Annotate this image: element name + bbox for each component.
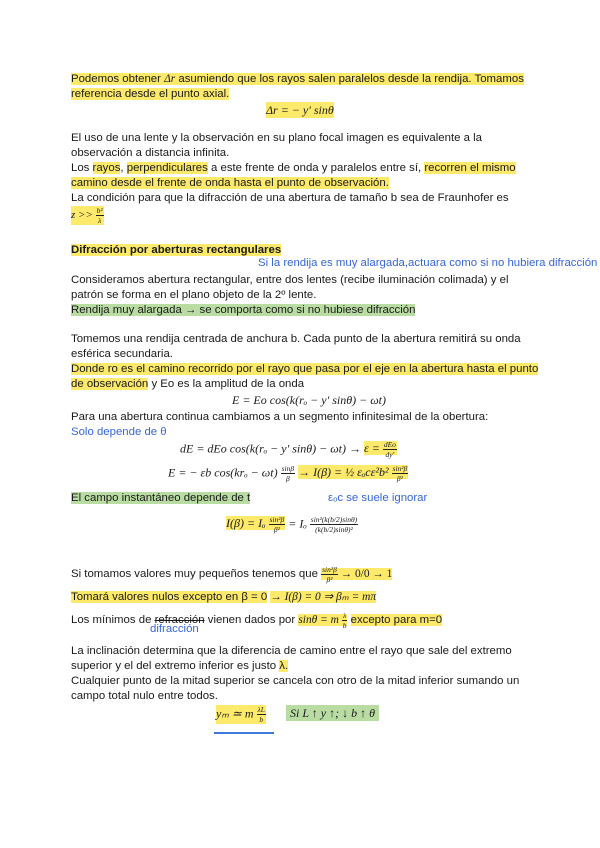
dE-equation <box>180 440 397 459</box>
lens-line-2: observación a distancia infinita. <box>71 147 230 159</box>
denominator: (k(b/2)sinθ)² <box>315 525 353 534</box>
cancel-line-1: Cualquier punto de la mitad superior se cancela con otro de la mitad inferior sumando un <box>71 675 520 687</box>
rays-line-2 <box>71 176 389 191</box>
text: yₘ ≃ m <box>216 706 254 721</box>
fraction <box>96 206 104 225</box>
text: Podemos obtener <box>71 73 161 85</box>
text: Si tomamos valores muy pequeños tenemos que <box>71 568 318 581</box>
text: Tomará valores nulos excepto en β = 0 <box>71 591 268 603</box>
text: y Eo es la amplitud de la onda <box>151 378 305 390</box>
text: a este frente de onda y paralelos entre sí, <box>210 162 422 174</box>
numerator: sin²β <box>392 464 408 473</box>
fraction <box>321 565 338 584</box>
numerator: dEo <box>383 440 396 449</box>
ro-line-1 <box>71 362 538 377</box>
text: de observación <box>71 378 149 390</box>
text: sinθ = m <box>298 614 339 627</box>
denominator: b <box>259 715 264 724</box>
text: z >> <box>71 209 93 222</box>
denominator: β² <box>396 474 403 483</box>
text: Los mínimos de <box>71 614 152 627</box>
delta-r-equation: Δr = − y′ sinθ <box>266 103 334 117</box>
numerator: sinβ <box>281 464 295 473</box>
rect-line-1: Consideramos abertura rectangular, entre dos lentes (recibe iluminación colimada) y el <box>71 274 509 286</box>
note-epsilon: εₒc se suele ignorar <box>328 492 428 504</box>
fraction <box>342 611 348 630</box>
rect-line-2: patrón se forma en el plano objeto de la 2º lente. <box>71 289 317 301</box>
note-theta: Solo depende de θ <box>71 426 167 438</box>
rect-line-3 <box>71 303 415 318</box>
numerator: λL <box>257 705 265 714</box>
cancel-line-2: campo total nulo entre todos. <box>71 690 218 702</box>
text: El campo instantáneo depende de t <box>71 492 251 504</box>
text: dE = dEo cos(k(rₒ − y′ sinθ) − ωt) → <box>180 441 362 456</box>
intro-line-1 <box>71 72 524 87</box>
E-integrated-equation <box>168 464 408 483</box>
delta-r-symbol: Δr <box>164 73 176 85</box>
minima-line <box>71 611 442 630</box>
ro-line-2 <box>71 377 304 392</box>
ym-equation <box>216 705 266 724</box>
section-title <box>71 243 281 258</box>
intensity-equation <box>226 515 358 534</box>
text: Rendija muy alargada → se comporta como si no hubiese difracción <box>71 304 416 316</box>
continuous-line: Para una abertura continua cambiamos a un segmento infinitesimal de la obertura: <box>71 411 489 423</box>
fraction <box>383 440 397 459</box>
text: Donde ro es el camino recorrido por el rayo que pasa por el eje en la abertura hasta el punto <box>71 363 539 375</box>
intro-line-2 <box>71 87 229 102</box>
text: ε = <box>364 441 380 456</box>
denominator: β <box>285 474 290 483</box>
fraunhofer-line: La condición para que la difracción de una abertura de tamaño b sea de Fraunhofer es <box>71 192 509 204</box>
denominator: dy′ <box>385 450 395 459</box>
numerator: b² <box>96 206 103 215</box>
intensity-main <box>226 515 285 534</box>
inclination-line-2 <box>71 659 288 674</box>
struck-word: refracción <box>154 614 205 627</box>
small-values-line <box>71 565 392 584</box>
null-values-line <box>71 590 376 605</box>
text: , <box>120 162 124 174</box>
text: rayos <box>92 162 121 174</box>
text: superior y el del extremo inferior es justo <box>71 660 277 672</box>
minima-condition <box>298 611 347 630</box>
text: → I(β) = 0 ⇒ βₘ = mπ <box>270 591 377 603</box>
text: Difracción por aberturas rectangulares <box>71 244 282 256</box>
fraction <box>257 705 266 724</box>
text: = Iₒ <box>288 516 307 531</box>
blue-underline <box>214 732 274 734</box>
denominator: λ <box>98 216 102 225</box>
text: → I(β) = ½ εₒcε²b² <box>298 465 389 480</box>
text: E = − εb cos(krₒ − ωt) <box>168 465 278 480</box>
text: excepto para m=0 <box>350 614 443 627</box>
slit-line-1: Tomemos una rendija centrada de anchura b. Cada punto de la abertura remitirá su onda <box>71 333 521 345</box>
inclination-line-1: La inclinación determina que la diferencia de camino entre el rayo que sale del extremo <box>71 645 512 657</box>
text: Los <box>71 162 90 174</box>
numerator: sin²(k(b/2)sinθ) <box>310 515 358 524</box>
fraunhofer-condition <box>71 206 104 225</box>
denominator: β² <box>326 575 333 584</box>
fraction <box>281 464 296 483</box>
correction-difraccion: difracción <box>150 623 199 635</box>
numerator: λ <box>342 611 347 620</box>
text: I(β) = Iₒ <box>226 516 266 531</box>
denominator: b <box>342 621 347 630</box>
lens-line-1: El uso de una lente y la observación en su plano focal imagen es equivalente a la <box>71 132 482 144</box>
rays-line <box>71 161 516 176</box>
text: recorren el mismo <box>424 162 516 174</box>
numerator: sin²β <box>269 515 285 524</box>
fraction <box>310 515 358 534</box>
side-note-elongated: Si la rendija es muy alargada,actuara como si no hubiera difracción <box>258 257 598 269</box>
denominator: β² <box>273 525 280 534</box>
field-equation: E = Eo cos(k(rₒ − y′ sinθ) − ωt) <box>232 393 387 407</box>
fraction <box>392 464 409 483</box>
text: → 0/0 → 1 <box>340 568 393 581</box>
scaling-note: Si L ↑ y ↑; ↓ b ↑ θ <box>286 705 379 721</box>
limit-expression <box>321 565 393 584</box>
epsilon-definition <box>364 440 397 459</box>
text: vienen dados por <box>207 614 296 627</box>
text: λ. <box>279 660 289 672</box>
slit-line-2: esférica secundaria. <box>71 348 173 360</box>
text: referencia desde el punto axial. <box>71 88 230 100</box>
text: camino desde el frente de onda hasta el punto de observación. <box>71 177 389 189</box>
numerator: sin²β <box>322 565 337 574</box>
text: asumiendo que los rayos salen paralelos desde la rendija. Tomamos <box>178 73 524 85</box>
text: perpendiculares <box>126 162 208 174</box>
fraction <box>269 515 286 534</box>
instant-field-line <box>71 491 250 506</box>
intensity-result <box>298 464 408 483</box>
